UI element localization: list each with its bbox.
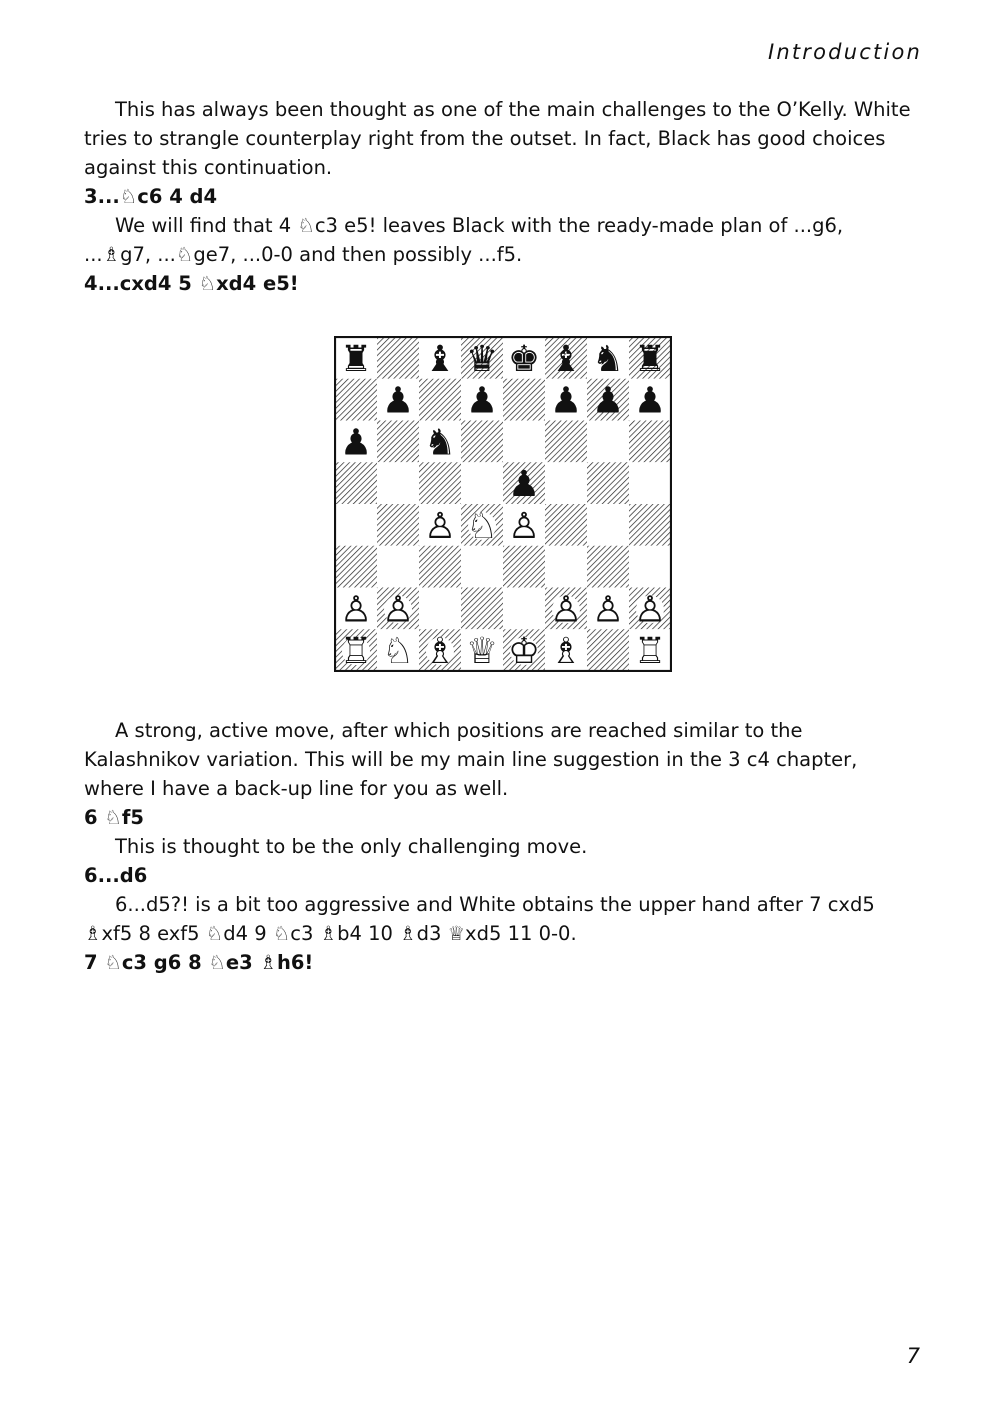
board-square-d2 [461,588,503,630]
white-pawn-icon: ♙ [381,589,415,631]
board-square-d3 [461,546,503,588]
paragraph: We will find that 4 ♘c3 e5! leaves Black with the ready-made plan of ...g6, ...♗g7, ...♘ge7, ...0-0 and then possibly ...f5. [84,214,844,266]
board-square-e2 [503,588,545,630]
board-square-h5 [629,462,671,504]
board-square-d6 [461,421,503,463]
white-queen-icon: ♕ [465,631,499,672]
white-king-icon: ♔ [507,631,541,672]
white-knight-icon: ♘ [381,631,415,672]
board-square-h3 [629,546,671,588]
page-number: 7 [906,1344,920,1368]
board-square-h6 [629,421,671,463]
move-line: 3...♘c6 4 d4 [84,185,218,208]
board-square-e6 [503,421,545,463]
chess-diagram [334,336,672,672]
board-square-d5 [461,462,503,504]
board-square-g6 [587,421,629,463]
board-square-e7 [503,379,545,421]
board-square-b3 [377,546,419,588]
white-knight-icon: ♘ [465,505,499,547]
board-square-b4 [377,504,419,546]
paragraph: This has always been thought as one of the main challenges to the O’Kelly. White tries to strangle counterplay right from the outset. In fact, Black has good choices against this continuation. [84,98,911,179]
text-block-bottom [84,716,914,977]
board-square-b6 [377,421,419,463]
board-square-g1 [587,629,629,671]
board-square-a3 [335,546,377,588]
board-square-b8 [377,337,419,379]
paragraph: A strong, active move, after which positions are reached similar to the Kalashnikov variation. This will be my main line suggestion in the 3 c4 chapter, where I have a back-up line for you as well. [84,719,858,800]
move-line: 4...cxd4 5 ♘xd4 e5! [84,272,299,295]
board-square-a7 [335,379,377,421]
move-line: 6 ♘f5 [84,806,144,829]
black-knight-icon: ♞ [591,338,625,380]
black-pawn-icon: ♟ [633,380,667,422]
black-knight-icon: ♞ [423,422,457,464]
board-square-g4 [587,504,629,546]
board-square-g3 [587,546,629,588]
white-pawn-icon: ♙ [507,505,541,547]
board-square-c5 [419,462,461,504]
board-square-c7 [419,379,461,421]
black-queen-icon: ♛ [465,338,499,380]
white-pawn-icon: ♙ [339,589,373,631]
black-pawn-icon: ♟ [591,380,625,422]
black-rook-icon: ♜ [633,338,667,380]
white-pawn-icon: ♙ [633,589,667,631]
board-square-a4 [335,504,377,546]
black-bishop-icon: ♝ [549,338,583,380]
black-pawn-icon: ♟ [339,422,373,464]
board-square-f3 [545,546,587,588]
black-rook-icon: ♜ [339,338,373,380]
board-square-c2 [419,588,461,630]
move-line: 6...d6 [84,864,148,887]
black-pawn-icon: ♟ [465,380,499,422]
board-square-a5 [335,462,377,504]
chess-board [334,336,672,672]
black-pawn-icon: ♟ [381,380,415,422]
white-bishop-icon: ♗ [549,631,583,672]
paragraph: This is thought to be the only challenging move. [115,835,588,858]
text-block-top [84,95,914,298]
white-pawn-icon: ♙ [423,505,457,547]
white-pawn-icon: ♙ [549,589,583,631]
board-square-h4 [629,504,671,546]
board-square-f5 [545,462,587,504]
move-line: 7 ♘c3 g6 8 ♘e3 ♗h6! [84,951,314,974]
board-square-c3 [419,546,461,588]
white-rook-icon: ♖ [339,631,373,672]
board-square-f6 [545,421,587,463]
white-bishop-icon: ♗ [423,631,457,672]
black-bishop-icon: ♝ [423,338,457,380]
white-pawn-icon: ♙ [591,589,625,631]
running-header: Introduction [767,40,922,64]
board-square-e3 [503,546,545,588]
white-rook-icon: ♖ [633,631,667,672]
board-square-g5 [587,462,629,504]
black-king-icon: ♚ [507,338,541,380]
board-square-b5 [377,462,419,504]
paragraph: 6...d5?! is a bit too aggressive and White obtains the upper hand after 7 cxd5 ♗xf5 8 exf5 ♘d4 9 ♘c3 ♗b4 10 ♗d3 ♕xd5 11 0-0. [84,893,875,945]
black-pawn-icon: ♟ [549,380,583,422]
board-square-f4 [545,504,587,546]
black-pawn-icon: ♟ [507,464,541,506]
